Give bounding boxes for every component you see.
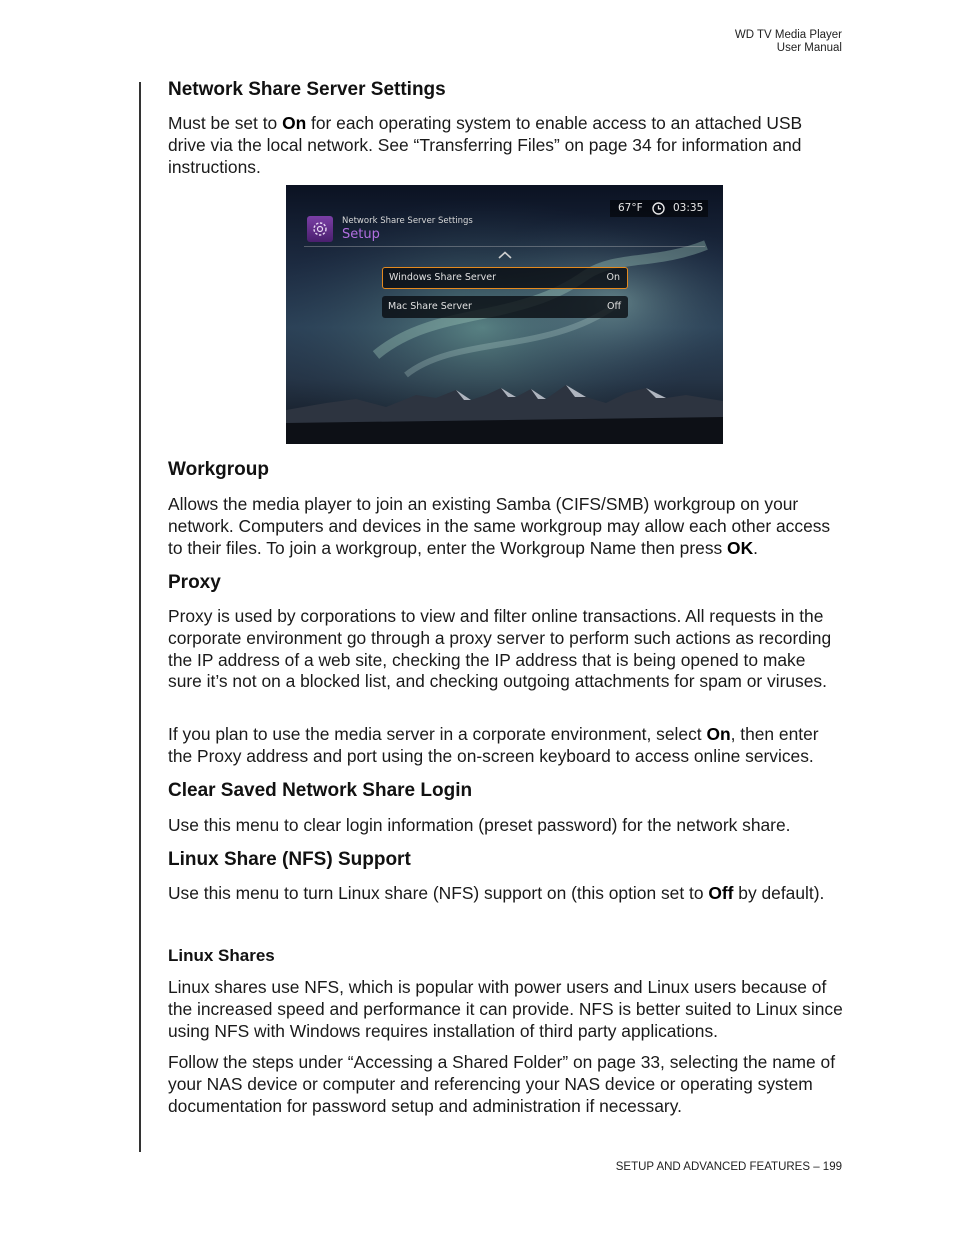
menu-item-mac-share-server[interactable] bbox=[382, 296, 628, 318]
heading-network-share-server-settings: Network Share Server Settings bbox=[168, 79, 446, 100]
text-run: . bbox=[753, 537, 758, 558]
heading-workgroup: Workgroup bbox=[168, 459, 269, 480]
paragraph-proxy-1: Proxy is used by corporations to view and filter online transactions. All requests in the corporate environment go through a proxy server to perform such actions as recording the IP address of a web site, checking the IP address that is being opened to make sure it’s not on a blocked list, and checking outgoing attachments for spam or viruses. bbox=[168, 606, 832, 692]
gear-icon bbox=[307, 216, 333, 242]
status-bar bbox=[610, 200, 708, 217]
header-product: WD TV Media Player bbox=[734, 29, 842, 41]
paragraph-proxy-2 bbox=[168, 724, 844, 768]
heading-clear-saved-login: Clear Saved Network Share Login bbox=[168, 780, 473, 801]
running-header bbox=[735, 29, 842, 55]
menu-item-value: Off bbox=[606, 301, 621, 312]
setup-screenshot bbox=[286, 185, 723, 444]
heading-proxy: Proxy bbox=[168, 572, 221, 593]
paragraph-linux-shares-2: Follow the steps under “Accessing a Shared Folder” on page 33, selecting the name of your NAS device or computer and referencing your NAS device or operating system documentation for password setup and administration if necessary. bbox=[168, 1052, 836, 1116]
paragraph-nss bbox=[168, 113, 844, 178]
menu-item-windows-share-server[interactable] bbox=[382, 267, 628, 289]
text-run: Must be set to bbox=[168, 113, 283, 133]
chevron-up-icon[interactable] bbox=[498, 251, 512, 259]
text-run: If you plan to use the media server in a corporate environment, select bbox=[168, 724, 707, 744]
paragraph-nfs bbox=[168, 883, 844, 905]
text-run: , then enter the Proxy address and port using the on-screen keyboard to access online services. bbox=[168, 724, 819, 766]
screen-title: Setup bbox=[342, 227, 380, 242]
paragraph-workgroup bbox=[168, 494, 844, 559]
bold-run: On bbox=[706, 724, 731, 744]
menu-item-label: Mac Share Server bbox=[388, 301, 472, 312]
text-run: Allows the media player to join an existing Samba (CIFS/SMB) workgroup on your network. Computers and devices in the same workgroup may allow each other access to their files. To join a workgroup, enter the Workgroup Name then press bbox=[168, 494, 831, 558]
paragraph-clear: Use this menu to clear login information (preset password) for the network share. bbox=[168, 815, 791, 835]
header-divider bbox=[304, 246, 705, 247]
text-run: by default). bbox=[733, 883, 825, 903]
heading-linux-shares: Linux Shares bbox=[168, 946, 275, 965]
page-footer: SETUP AND ADVANCED FEATURES – 199 bbox=[615, 1161, 842, 1173]
bold-run: On bbox=[282, 113, 307, 133]
bold-run: Off bbox=[708, 883, 734, 903]
menu-item-value: On bbox=[606, 272, 620, 283]
clock-icon bbox=[652, 202, 665, 215]
screen-subtitle: Network Share Server Settings bbox=[342, 216, 473, 226]
header-doc-type: User Manual bbox=[776, 42, 842, 54]
text-run: for each operating system to enable access to an attached USB drive via the local network. See “Transferring Files” on page 34 for information and instructions. bbox=[168, 113, 803, 177]
setup-gear-icon bbox=[307, 216, 333, 242]
text-run: Use this menu to turn Linux share (NFS) support on (this option set to bbox=[168, 883, 709, 903]
menu-item-label: Windows Share Server bbox=[389, 272, 497, 283]
margin-rule bbox=[139, 82, 141, 1152]
paragraph-linux-shares-1: Linux shares use NFS, which is popular with power users and Linux users because of the increased speed and performance it can provide. NFS is better suited to Linux since using NFS with Windows requires installation of third party applications. bbox=[168, 977, 843, 1041]
bold-run: OK bbox=[727, 537, 754, 558]
time-readout: 03:35 bbox=[673, 202, 704, 214]
heading-linux-share-nfs: Linux Share (NFS) Support bbox=[168, 849, 411, 870]
temperature-readout: 67°F bbox=[618, 202, 643, 214]
